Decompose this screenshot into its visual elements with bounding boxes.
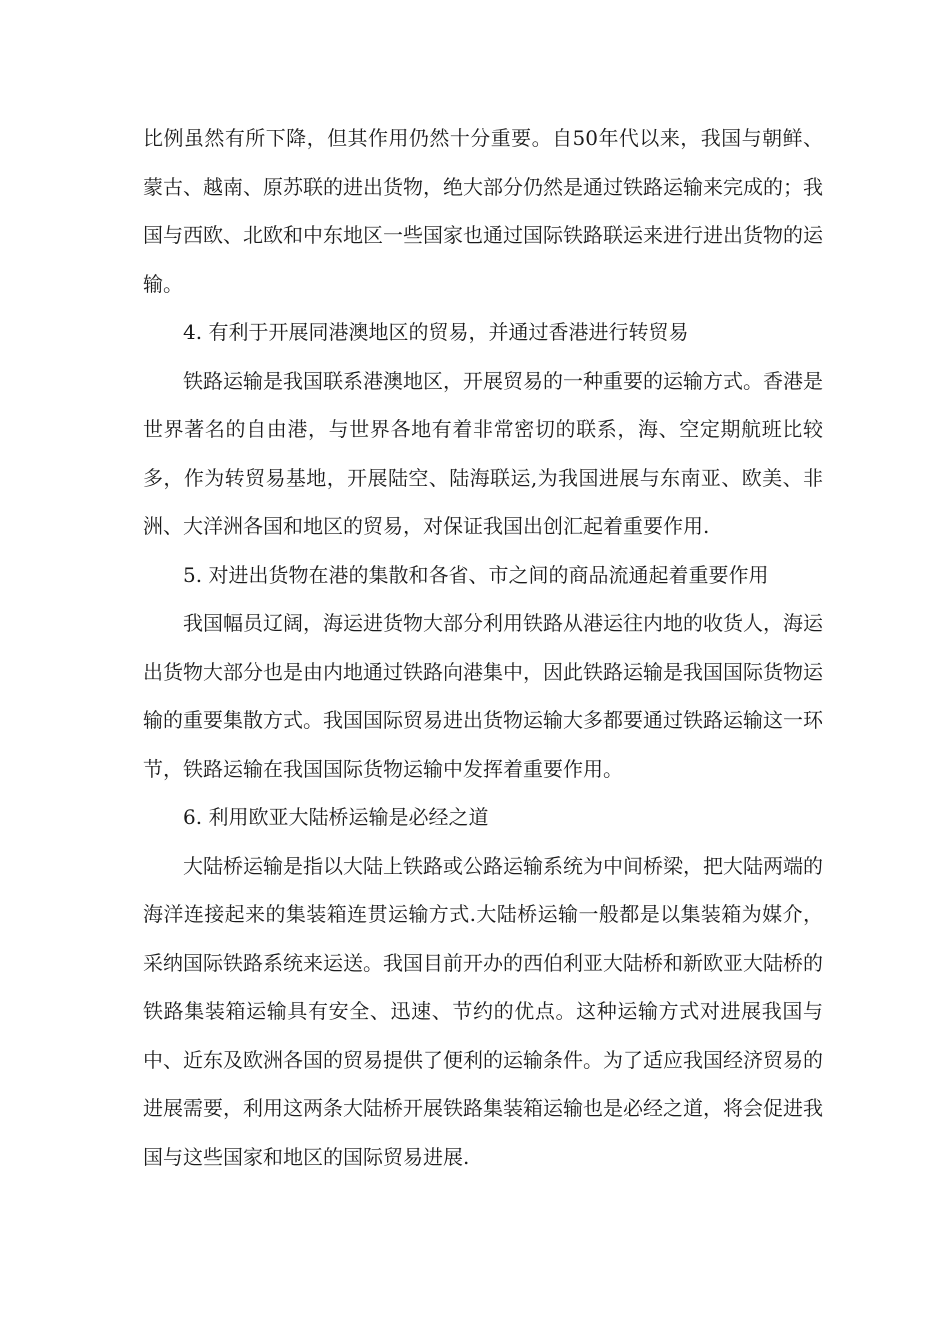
section-heading-6: 6. 利用欧亚大陆桥运输是必经之道 <box>183 805 489 829</box>
paragraph-port-distribution: 我国幅员辽阔，海运进货物大部分利用铁路从港运往内地的收货人，海运出货物大部分也是由内地通过铁路向港集中，因此铁路运输是我国国际货物运输的重要集散方式。我国国际贸易进出货物运输大多都要通过铁路运输这一环节，铁路运输在我国国际货物运输中发挥着重要作用。 <box>143 611 823 781</box>
paragraph-hong-kong-trade: 铁路运输是我国联系港澳地区，开展贸易的一种重要的运输方式。香港是世界著名的自由港，与世界各地有着非常密切的联系，海、空定期航班比较多，作为转贸易基地，开展陆空、陆海联运,为我国进展与东南亚、欧美、非洲、大洋洲各国和地区的贸易，对保证我国出创汇起着重要作用. <box>143 368 823 538</box>
section-heading-4: 4. 有利于开展同港澳地区的贸易，并通过香港进行转贸易 <box>183 320 689 344</box>
document-body <box>143 114 823 1181</box>
paragraph-continuation: 比例虽然有所下降，但其作用仍然十分重要。自50年代以来，我国与朝鲜、蒙古、越南、原苏联的进出货物，绝大部分仍然是通过铁路运输来完成的；我国与西欧、北欧和中东地区一些国家也通过国际铁路联运来进行进出货物的运输。 <box>143 126 823 296</box>
section-heading-5: 5. 对进出货物在港的集散和各省、市之间的商品流通起着重要作用 <box>183 562 769 587</box>
paragraph-land-bridge: 大陆桥运输是指以大陆上铁路或公路运输系统为中间桥梁，把大陆两端的海洋连接起来的集装箱连贯运输方式.大陆桥运输一般都是以集装箱为媒介，采纳国际铁路系统来运送。我国目前开办的西伯利亚大陆桥和新欧亚大陆桥的铁路集装箱运输具有安全、迅速、节约的优点。这种运输方式对进展我国与中、近东及欧洲各国的贸易提供了便利的运输条件。为了适应我国经济贸易的进展需要，利用这两条大陆桥开展铁路集装箱运输也是必经之道，将会促进我国与这些国家和地区的国际贸易进展. <box>143 853 823 1169</box>
